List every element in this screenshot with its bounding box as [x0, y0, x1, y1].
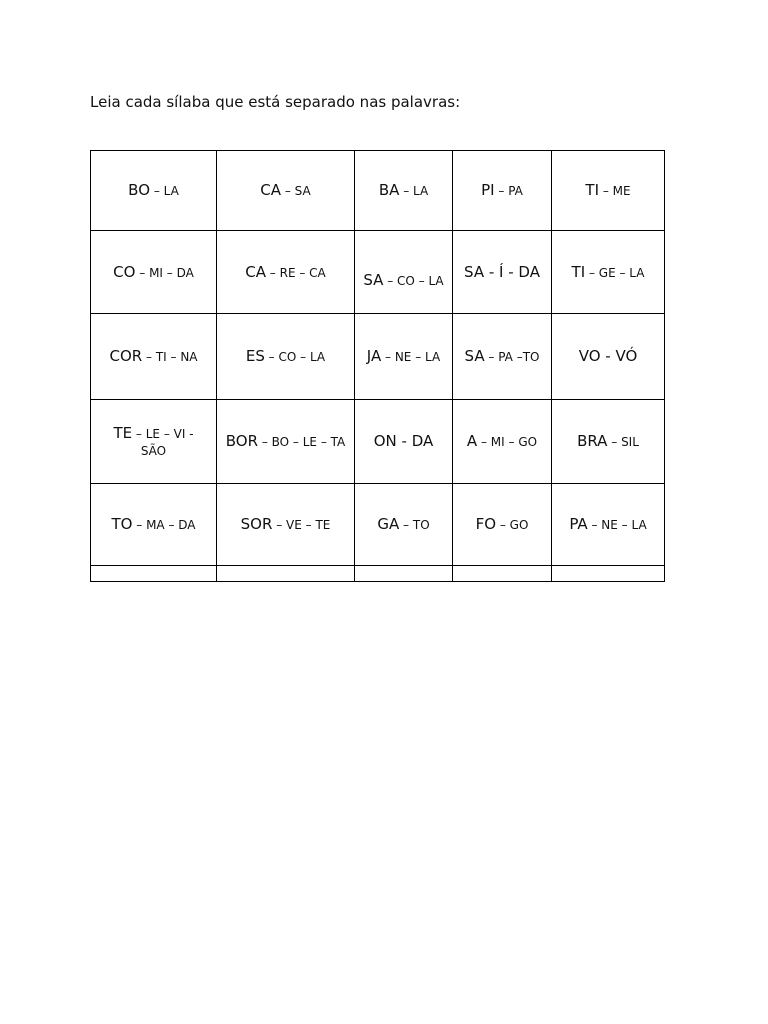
cell-first-syllable: VO - VÓ: [578, 347, 638, 365]
table-cell: [453, 484, 552, 566]
cell-first-syllable: SA: [363, 270, 384, 289]
cell-first-syllable: FO: [475, 515, 497, 533]
table-row: [91, 314, 665, 400]
cell-rest-syllables: – ME: [599, 184, 631, 198]
cell-rest-syllables: – LE – VI - SÃO: [132, 426, 194, 458]
table-cell: [91, 151, 217, 231]
cell-rest-syllables: – TO: [399, 518, 430, 532]
table-cell: [552, 400, 665, 484]
cell-rest-syllables: – CO – LA: [264, 350, 326, 364]
cell-first-syllable: JA: [366, 347, 382, 365]
table-cell: [355, 151, 453, 231]
table-cell: [217, 400, 355, 484]
cell-rest-syllables: – TI – NA: [142, 350, 198, 364]
cell-first-syllable: A: [466, 432, 478, 450]
cell-rest-syllables: – MI – DA: [135, 265, 194, 280]
table-cell: [217, 314, 355, 400]
instruction-text: Leia cada sílaba que está separado nas palavras:: [90, 93, 461, 111]
table-cell-empty: [91, 566, 217, 582]
cell-rest-syllables: – LA: [399, 184, 429, 198]
cell-first-syllable: PA: [569, 515, 588, 533]
table-cell: [453, 400, 552, 484]
table-cell-empty: [453, 566, 552, 582]
table-cell-empty: [217, 566, 355, 582]
cell-rest-syllables: – RE – CA: [265, 265, 326, 280]
table-row: [91, 231, 665, 314]
cell-rest-syllables: – CO – LA: [383, 273, 444, 288]
cell-first-syllable: CO: [113, 262, 136, 281]
table-cell: [217, 484, 355, 566]
cell-first-syllable: CA: [260, 181, 282, 199]
table-cell: [91, 484, 217, 566]
cell-rest-syllables: – MI – GO: [477, 435, 538, 449]
table-cell: [355, 484, 453, 566]
table-cell: [552, 484, 665, 566]
cell-first-syllable: TI: [571, 262, 586, 281]
table-cell: [552, 231, 665, 314]
table-cell: [355, 314, 453, 400]
cell-first-syllable: BO: [128, 181, 151, 199]
cell-first-syllable: SA: [464, 347, 485, 365]
table-cell: [217, 151, 355, 231]
cell-rest-syllables: – PA: [494, 184, 523, 198]
cell-first-syllable: ES: [245, 347, 265, 365]
cell-rest-syllables: – SA: [281, 184, 311, 198]
table-cell: [91, 314, 217, 400]
cell-rest-syllables: – GO: [496, 518, 529, 532]
table-cell: [355, 400, 453, 484]
cell-rest-syllables: – PA –TO: [484, 350, 540, 364]
table-cell: [91, 400, 217, 484]
cell-first-syllable: ON - DA: [373, 432, 434, 450]
table-row: [91, 484, 665, 566]
cell-rest-syllables: – LA: [150, 184, 179, 198]
table-cell: [453, 314, 552, 400]
cell-first-syllable: TI: [585, 181, 599, 199]
cell-rest-syllables: – SIL: [607, 435, 639, 449]
cell-first-syllable: BRA: [577, 432, 608, 450]
cell-first-syllable: BOR: [225, 432, 259, 450]
syllable-table: [90, 150, 665, 582]
cell-first-syllable: SA - Í - DA: [464, 262, 540, 281]
cell-rest-syllables: – GE – LA: [585, 265, 645, 280]
table-cell: [355, 231, 453, 314]
table-row-empty: [91, 566, 665, 582]
cell-first-syllable: TO: [111, 515, 133, 533]
cell-first-syllable: SOR: [240, 515, 273, 533]
table-cell: [91, 231, 217, 314]
table-row: [91, 151, 665, 231]
cell-first-syllable: GA: [377, 515, 400, 533]
table-cell: [552, 314, 665, 400]
cell-rest-syllables: – NE – LA: [381, 350, 441, 364]
cell-first-syllable: PI: [481, 181, 495, 199]
cell-first-syllable: COR: [109, 347, 143, 365]
table-cell: [453, 151, 552, 231]
cell-rest-syllables: – NE – LA: [587, 518, 647, 532]
table-row: [91, 400, 665, 484]
table-cell-empty: [355, 566, 453, 582]
cell-rest-syllables: – BO – LE – TA: [258, 435, 346, 449]
table-cell-empty: [552, 566, 665, 582]
cell-first-syllable: CA: [245, 262, 266, 281]
cell-first-syllable: BA: [378, 181, 400, 199]
table-cell: [453, 231, 552, 314]
cell-first-syllable: TE: [113, 423, 133, 442]
cell-rest-syllables: – MA – DA: [132, 518, 196, 532]
cell-rest-syllables: – VE – TE: [272, 518, 331, 532]
table-cell: [552, 151, 665, 231]
table-cell: [217, 231, 355, 314]
